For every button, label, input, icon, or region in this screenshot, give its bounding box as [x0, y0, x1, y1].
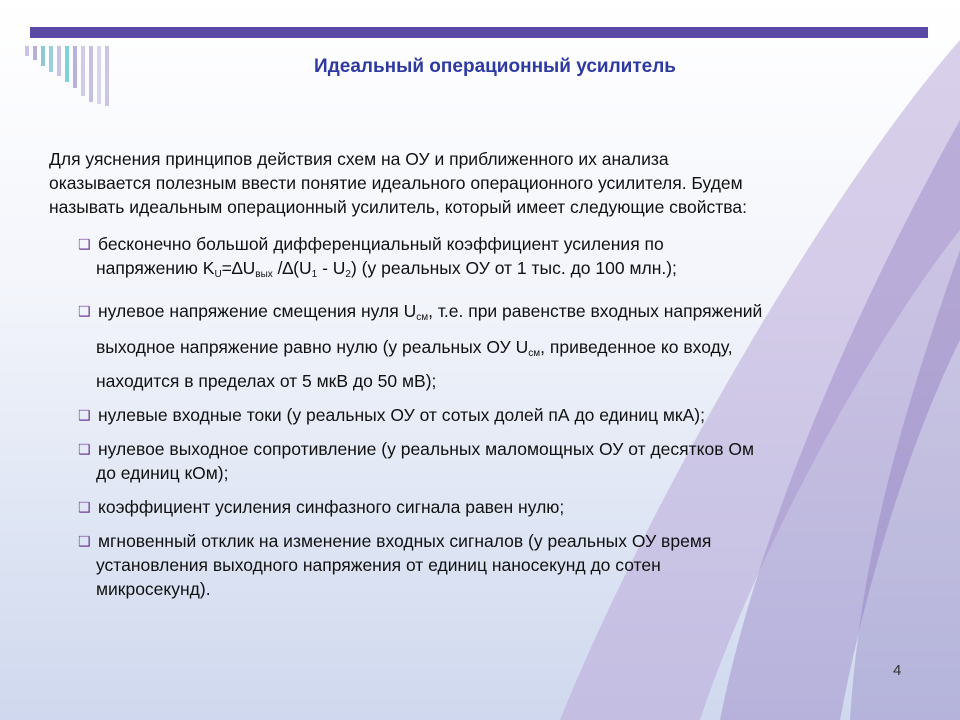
- list-item-currents: ❑ нулевые входные токи (у реальных ОУ от сотых долей пА до единиц мкА);: [78, 405, 705, 425]
- intro-line-1: Для уяснения принципов действия схем на ОУ и приближенного их анализа: [49, 149, 669, 169]
- page-number: 4: [893, 662, 902, 679]
- list-item-response: ❑ мгновенный отклик на изменение входных сигналов (у реальных ОУ время установления выходного напряжения от единиц наносекунд до сотен микросекунд).: [78, 531, 712, 599]
- list-item-offset: ❑ нулевое напряжение смещения нуля $U_{см}$, т.е. при равенстве входных напряжений выходное напряжение равно нулю (у реальных ОУ $U_{см}$, приведенное ко входу, находится в пределах от 5 мкВ до 50 мВ);: [78, 301, 763, 391]
- list-item-gain: ❑ бесконечно большой дифференциальный коэффициент усиления по напряжению $K_U=\Delta U_{вых}$ $/\Delta(U_1 - U_2)$ (у реальных ОУ от 1 тыс. до 100 млн.);: [78, 234, 677, 280]
- bullet-icon: ❑: [78, 533, 91, 549]
- list-item-resistance: ❑ нулевое выходное сопротивление (у реальных маломощных ОУ от десятков Ом до единиц кОм);: [78, 439, 755, 483]
- slide-title: Идеальный операционный усилитель: [314, 56, 676, 77]
- bullet-icon: ❑: [78, 441, 91, 457]
- bullet-icon: ❑: [78, 303, 91, 319]
- intro-line-2: оказывается полезным ввести понятие идеального операционного усилителя. Будем: [49, 173, 743, 193]
- list-item-cmgain: ❑ коэффициент усиления синфазного сигнала равен нулю;: [78, 497, 565, 517]
- properties-list: [78, 232, 938, 601]
- bullet-icon: ❑: [78, 236, 91, 252]
- intro-line-3: называть идеальным операционный усилитель, который имеет следующие свойства:: [49, 197, 747, 217]
- intro-paragraph: [49, 147, 919, 219]
- bullet-icon: ❑: [78, 407, 91, 423]
- bullet-icon: ❑: [78, 499, 91, 515]
